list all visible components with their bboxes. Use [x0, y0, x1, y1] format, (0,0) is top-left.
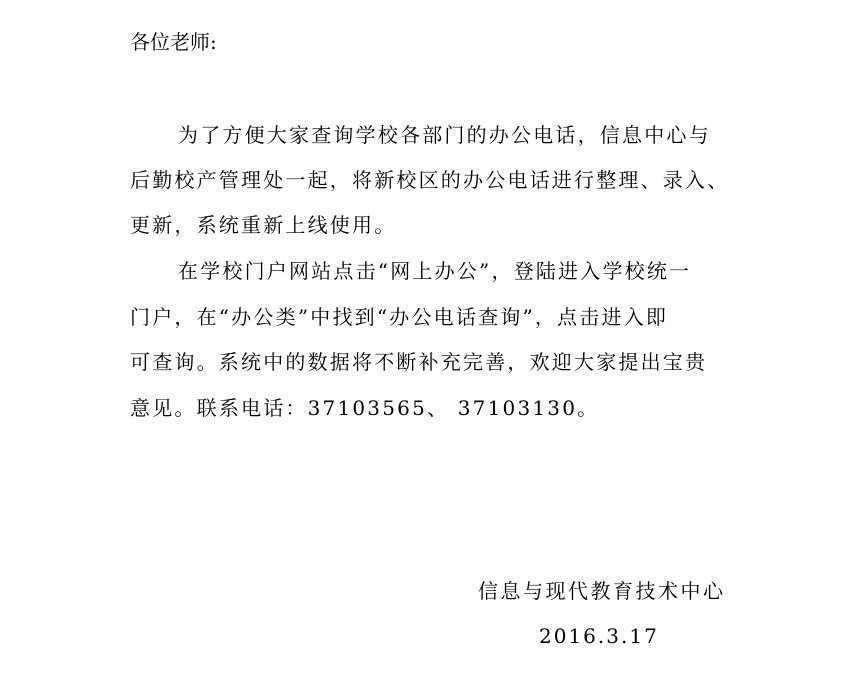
paragraph-2-line-4: 意见。联系电话：37103565、 37103130。 [130, 396, 600, 420]
salutation: 各位老师: [130, 30, 217, 54]
signature: 信息与现代教育技术中心 [478, 579, 726, 603]
paragraph-2-line-1: 在学校门户网站点击“网上办公”，登陆进入学校统一 [178, 259, 692, 283]
paragraph-1-line-2: 后勤校产管理处一起，将新校区的办公电话进行整理、录入、 [130, 168, 730, 192]
paragraph-1-line-1: 为了方便大家查询学校各部门的办公电话，信息中心与 [178, 123, 711, 147]
date: 2016.3.17 [539, 624, 659, 648]
paragraph-2-line-3: 可查询。系统中的数据将不断补充完善，欢迎大家提出宝贵 [130, 350, 708, 374]
paragraph-2-line-2: 门户，在“办公类”中找到“办公电话查询”，点击进入即 [130, 305, 669, 329]
paragraph-1-line-3: 更新，系统重新上线使用。 [130, 213, 397, 237]
